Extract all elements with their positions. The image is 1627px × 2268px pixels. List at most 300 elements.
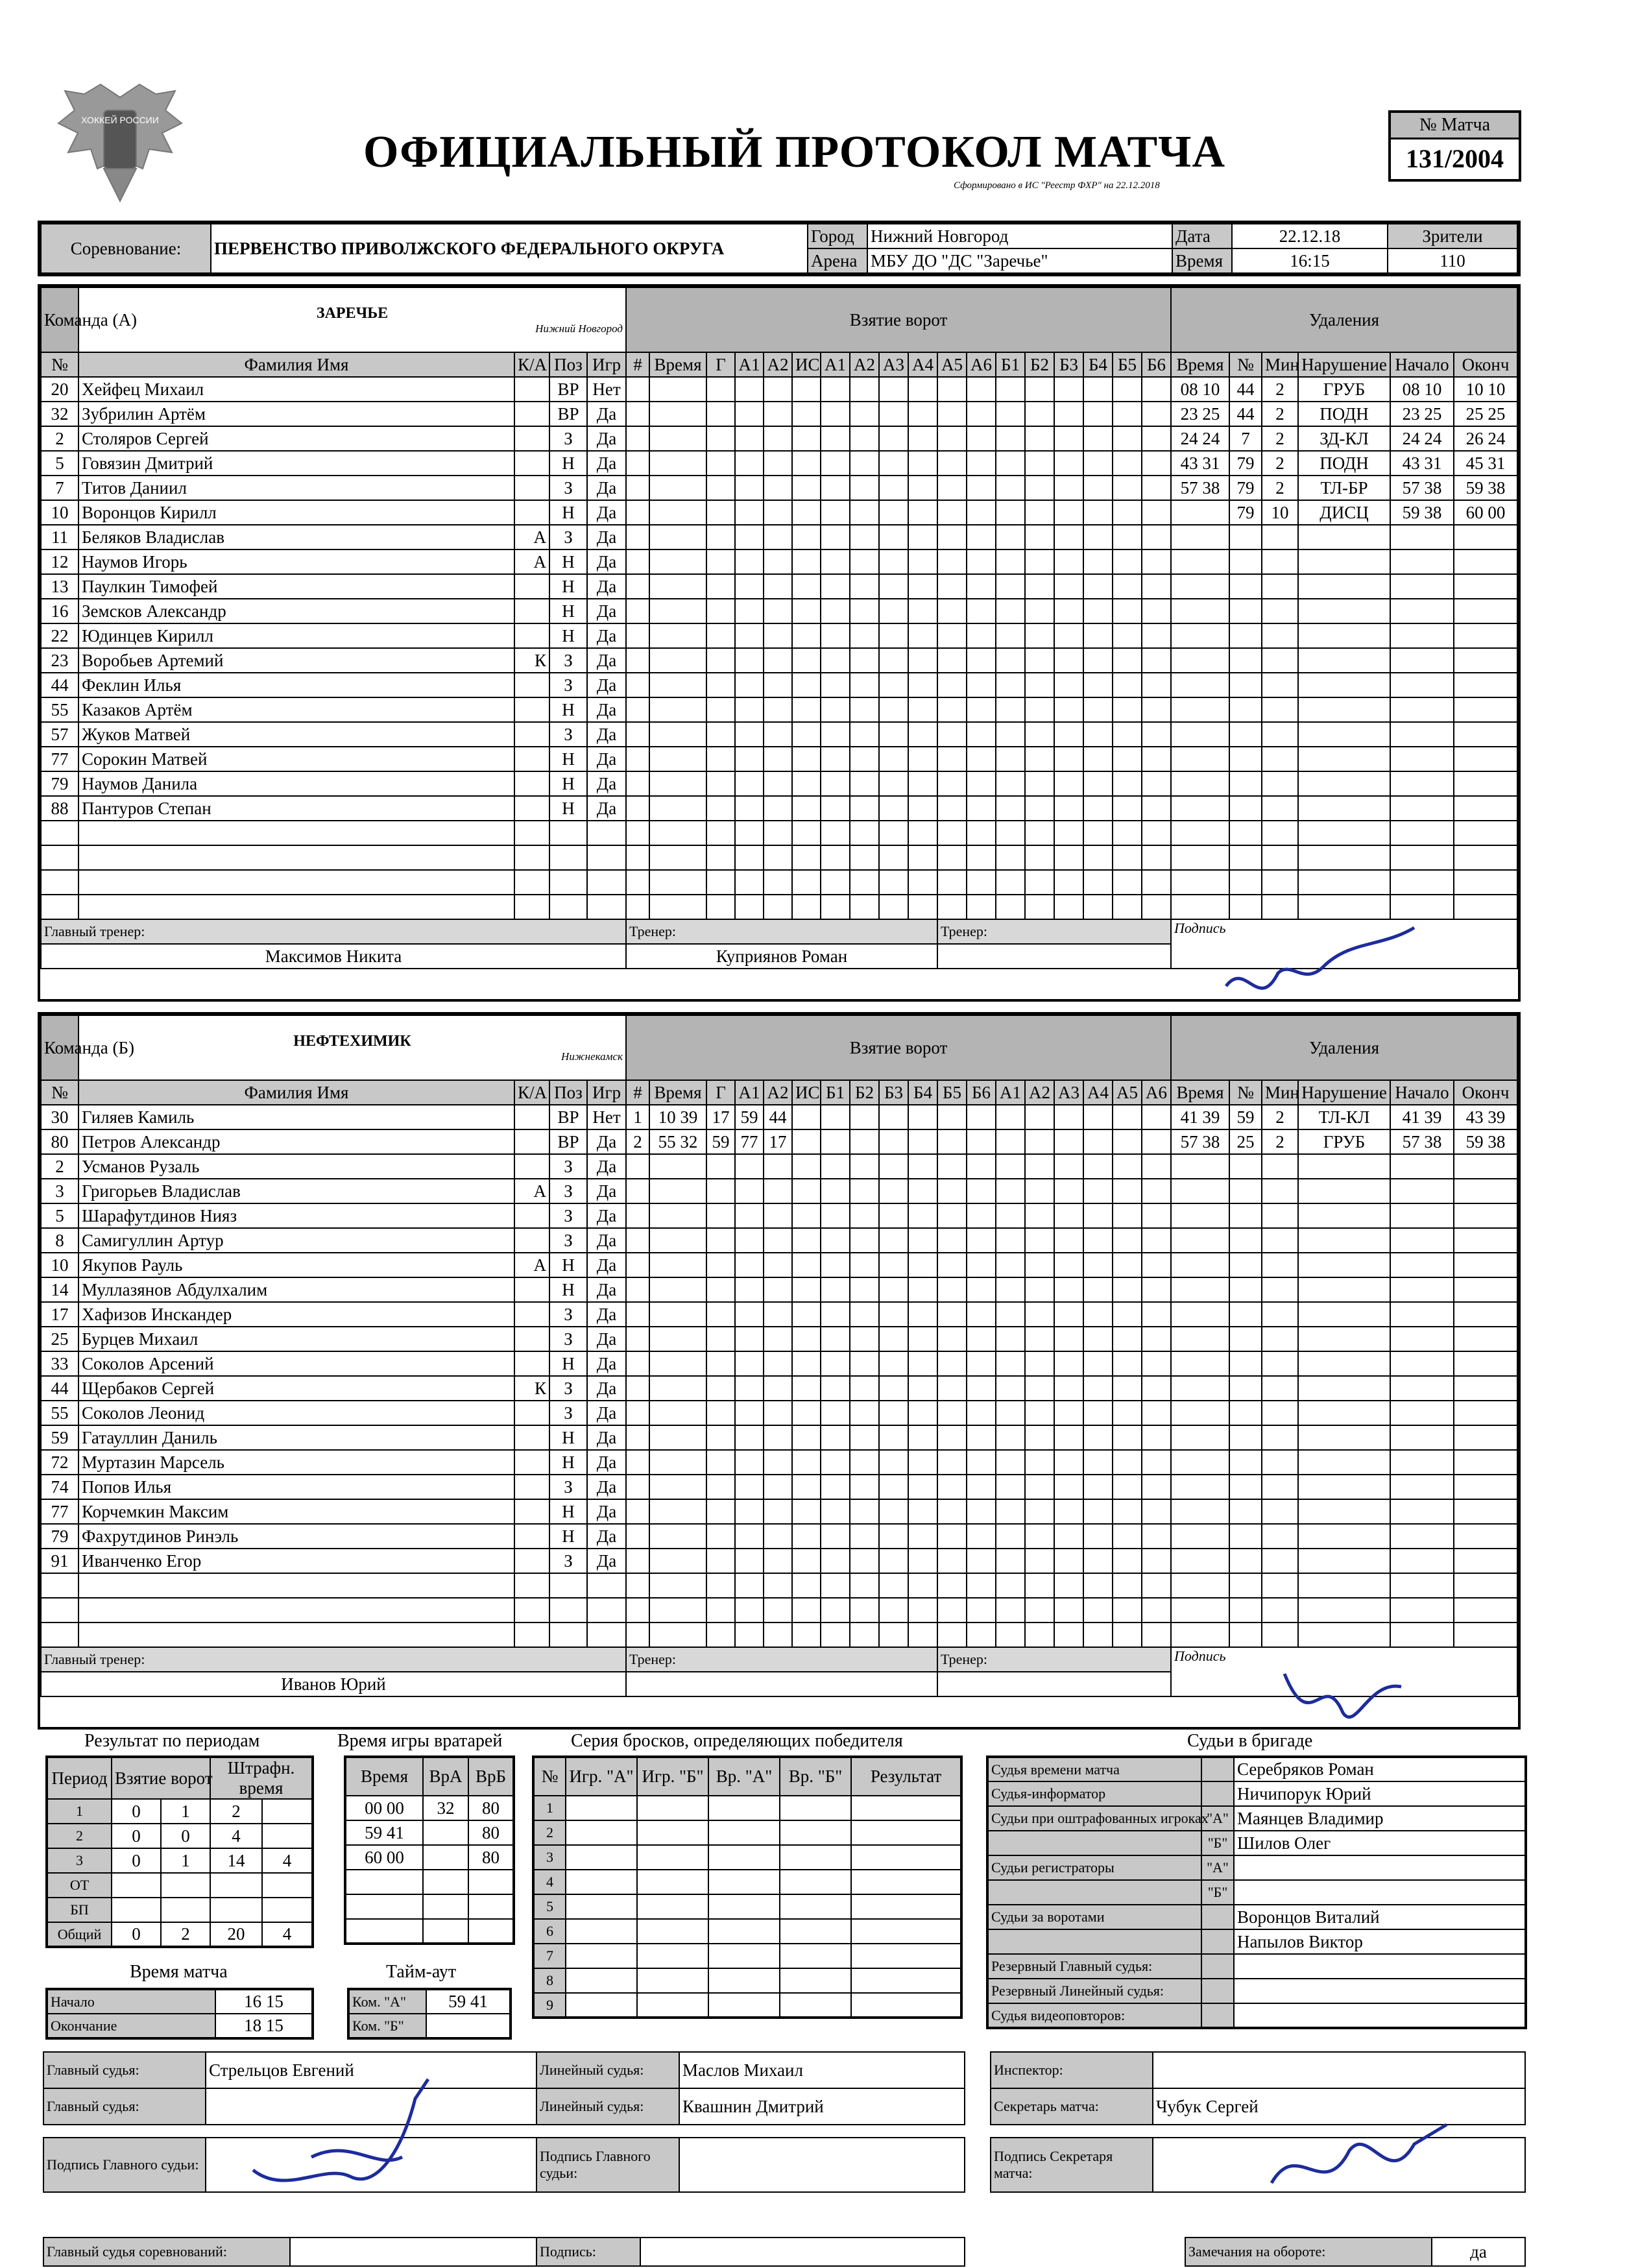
empty-cell (626, 1573, 649, 1598)
empty-cell (996, 1154, 1025, 1179)
empty-cell (706, 895, 735, 919)
empty-cell (1025, 1228, 1054, 1253)
goal-a2: 17 (764, 1129, 792, 1154)
empty-cell (937, 1351, 967, 1376)
empty-cell (637, 1845, 708, 1870)
linesman2-label: Линейный судья: (536, 2088, 679, 2125)
secretary: Чубук Сергей (1153, 2088, 1525, 2125)
player-play: Да (587, 673, 626, 697)
empty-cell (1262, 1425, 1298, 1450)
empty-cell (549, 845, 587, 870)
shootout-title: Серия бросков, определяющих победителя (571, 1731, 903, 1751)
empty-cell (1025, 476, 1054, 500)
player-play: Да (587, 1475, 626, 1499)
empty-cell (764, 1549, 792, 1573)
empty-cell (626, 870, 649, 895)
empty-cell (41, 1623, 78, 1647)
pen-start: 43 31 (1390, 451, 1454, 476)
empty-cell (780, 1968, 851, 1993)
chief-referee-row (43, 2241, 1525, 2268)
goalie-t: 00 00 (345, 1796, 423, 1820)
empty-cell (967, 377, 996, 402)
player-pos: Н (549, 1524, 587, 1549)
empty-cell (996, 771, 1025, 796)
empty-cell (764, 1203, 792, 1228)
empty-cell (908, 895, 937, 919)
player-row (41, 821, 1517, 845)
shootout-no: 7 (533, 1944, 566, 1968)
empty-cell (649, 377, 706, 402)
empty-cell (735, 525, 764, 549)
referee-role: Судья-информатор (987, 1781, 1201, 1806)
player-ka (514, 771, 549, 796)
empty-cell (637, 1820, 708, 1845)
col-goal-3: А1 (735, 352, 764, 377)
empty-cell (879, 1327, 908, 1351)
empty-cell (879, 500, 908, 525)
empty-cell (937, 549, 967, 574)
player-row (41, 1327, 1517, 1351)
empty-cell (41, 1598, 78, 1623)
empty-cell (764, 648, 792, 673)
player-name: Муртазин Марсель (78, 1450, 514, 1475)
pen-min: 2 (1262, 476, 1298, 500)
empty-cell (735, 1623, 764, 1647)
shootout-header: Вр. "Б" (780, 1757, 851, 1796)
empty-cell (626, 377, 649, 402)
empty-cell (706, 500, 735, 525)
empty-cell (996, 1573, 1025, 1598)
empty-cell (908, 1623, 937, 1647)
empty-cell (879, 599, 908, 623)
empty-cell (908, 1228, 937, 1253)
empty-cell (649, 1302, 706, 1327)
empty-cell (1025, 525, 1054, 549)
player-ka (514, 1228, 549, 1253)
empty-cell (821, 747, 850, 771)
empty-cell (1025, 796, 1054, 821)
empty-cell (1113, 1450, 1142, 1475)
player-no: 17 (41, 1302, 78, 1327)
goalie-a (423, 1919, 468, 1944)
player-ka (514, 599, 549, 623)
pen-start: 23 25 (1390, 402, 1454, 426)
col-pen-0: Время (1171, 352, 1229, 377)
empty-cell (821, 1524, 850, 1549)
empty-cell (1142, 500, 1171, 525)
player-no: 44 (41, 673, 78, 697)
empty-cell (649, 1253, 706, 1277)
player-no: 8 (41, 1228, 78, 1253)
empty-cell (1390, 796, 1454, 821)
player-row (41, 895, 1517, 919)
empty-cell (1262, 1401, 1298, 1425)
player-pos: Н (549, 451, 587, 476)
player-play: Да (587, 1549, 626, 1573)
empty-cell (1025, 821, 1054, 845)
player-play: Да (587, 1129, 626, 1154)
empty-cell (908, 1499, 937, 1524)
empty-cell (637, 1919, 708, 1944)
empty-cell (821, 1179, 850, 1203)
shootout-no: 2 (533, 1820, 566, 1845)
empty-cell (996, 1401, 1025, 1425)
empty-cell (735, 1598, 764, 1623)
timeout-b-label: Ком. "Б" (348, 2014, 426, 2038)
player-ka (514, 451, 549, 476)
shootout-table (532, 1755, 960, 2019)
empty-cell (1025, 722, 1054, 747)
goal-n: 1 (626, 1105, 649, 1129)
empty-cell (996, 1228, 1025, 1253)
empty-cell (1454, 1549, 1517, 1573)
player-name: Якупов Рауль (78, 1253, 514, 1277)
player-row (41, 1302, 1517, 1327)
period-name: 2 (47, 1824, 112, 1848)
player-pos: Н (549, 1351, 587, 1376)
empty-cell (1142, 426, 1171, 451)
empty-cell (735, 845, 764, 870)
col-pen-3: Нарушение (1298, 1080, 1390, 1105)
referee-row (987, 1831, 1526, 1855)
empty-cell (649, 1154, 706, 1179)
empty-cell (735, 796, 764, 821)
pen-no: 44 (1229, 402, 1262, 426)
empty-cell (967, 1475, 996, 1499)
coach2-label: Тренер: (937, 1647, 1171, 1672)
signature-main-referee (247, 2073, 467, 2202)
player-play: Да (587, 1524, 626, 1549)
empty-cell (967, 747, 996, 771)
player-name: Григорьев Владислав (78, 1179, 514, 1203)
empty-cell (1083, 1179, 1113, 1203)
shootout-no: 4 (533, 1870, 566, 1894)
player-ka (514, 623, 549, 648)
player-name: Муллазянов Абдулхалим (78, 1277, 514, 1302)
empty-cell (1025, 574, 1054, 599)
empty-cell (1298, 895, 1390, 919)
empty-cell (626, 1351, 649, 1376)
penalty-header: Штрафн. время (210, 1757, 313, 1799)
period-b: 2 (161, 1922, 210, 1947)
empty-cell (850, 1129, 879, 1154)
empty-cell (1171, 1203, 1229, 1228)
empty-cell (879, 1105, 908, 1129)
empty-cell (967, 845, 996, 870)
player-play: Да (587, 1327, 626, 1351)
empty-cell (735, 673, 764, 697)
empty-cell (1229, 771, 1262, 796)
empty-cell (706, 599, 735, 623)
empty-cell (851, 1845, 961, 1870)
player-play: Да (587, 1253, 626, 1277)
empty-cell (1113, 673, 1142, 697)
empty-cell (587, 870, 626, 895)
empty-cell (879, 870, 908, 895)
empty-cell (1083, 1401, 1113, 1425)
empty-cell (996, 1129, 1025, 1154)
player-name: Феклин Илья (78, 673, 514, 697)
empty-cell (1054, 1253, 1083, 1277)
empty-cell (706, 821, 735, 845)
empty-cell (850, 845, 879, 870)
empty-cell (1113, 771, 1142, 796)
empty-cell (1113, 1573, 1142, 1598)
empty-cell (850, 1450, 879, 1475)
player-name: Говязин Дмитрий (78, 451, 514, 476)
player-no: 5 (41, 1203, 78, 1228)
empty-cell (821, 1203, 850, 1228)
empty-cell (1171, 599, 1229, 623)
empty-cell (937, 1499, 967, 1524)
empty-cell (514, 895, 549, 919)
empty-cell (649, 1598, 706, 1623)
empty-cell (735, 747, 764, 771)
empty-cell (1054, 673, 1083, 697)
empty-cell (649, 673, 706, 697)
pen-end: 60 00 (1454, 500, 1517, 525)
empty-cell (1454, 1623, 1517, 1647)
empty-cell (850, 1573, 879, 1598)
empty-cell (792, 1351, 821, 1376)
player-no: 79 (41, 1524, 78, 1549)
empty-cell (937, 426, 967, 451)
empty-cell (967, 525, 996, 549)
player-name: Хейфец Михаил (78, 377, 514, 402)
empty-cell (78, 821, 514, 845)
empty-cell (1454, 623, 1517, 648)
empty-cell (1298, 1524, 1390, 1549)
empty-cell (850, 771, 879, 796)
player-no: 14 (41, 1277, 78, 1302)
empty-cell (1454, 574, 1517, 599)
empty-cell (764, 525, 792, 549)
player-row (41, 1179, 1517, 1203)
empty-cell (764, 402, 792, 426)
empty-cell (649, 722, 706, 747)
referee-name: Напылов Виктор (1234, 1929, 1526, 1954)
coach-label: Тренер: (626, 1647, 937, 1672)
empty-cell (735, 1499, 764, 1524)
empty-cell (967, 1573, 996, 1598)
empty-cell (996, 623, 1025, 648)
col-on-ice: А3 (879, 352, 908, 377)
empty-cell (1262, 747, 1298, 771)
empty-cell (1229, 821, 1262, 845)
empty-cell (879, 1179, 908, 1203)
pen-min: 2 (1262, 1129, 1298, 1154)
empty-cell (649, 1475, 706, 1499)
empty-cell (792, 623, 821, 648)
empty-cell (792, 1425, 821, 1450)
player-play: Да (587, 1203, 626, 1228)
empty-cell (1390, 623, 1454, 648)
player-pos: Н (549, 1253, 587, 1277)
empty-cell (706, 1179, 735, 1203)
empty-cell (1083, 722, 1113, 747)
player-name: Земсков Александр (78, 599, 514, 623)
referee-name: Шилов Олег (1234, 1831, 1526, 1855)
empty-cell (706, 476, 735, 500)
empty-cell (1054, 623, 1083, 648)
empty-cell (1083, 599, 1113, 623)
empty-cell (1298, 525, 1390, 549)
empty-cell (780, 1796, 851, 1820)
empty-cell (1229, 1154, 1262, 1179)
empty-cell (1454, 1450, 1517, 1475)
referee-tag: "А" (1201, 1806, 1234, 1831)
empty-cell (649, 500, 706, 525)
match-start-label: Начало (47, 1989, 215, 2014)
empty-cell (996, 500, 1025, 525)
empty-cell (1454, 1277, 1517, 1302)
player-play: Да (587, 426, 626, 451)
empty-cell (879, 1228, 908, 1253)
empty-cell (1298, 1573, 1390, 1598)
empty-cell (850, 1475, 879, 1499)
empty-cell (821, 1623, 850, 1647)
empty-cell (566, 1894, 637, 1919)
empty-cell (764, 1376, 792, 1401)
empty-cell (996, 1277, 1025, 1302)
referee-role: Судья времени матча (987, 1757, 1201, 1781)
pen-min: 2 (1262, 402, 1298, 426)
empty-cell (1054, 574, 1083, 599)
empty-cell (879, 796, 908, 821)
empty-cell (1113, 1327, 1142, 1351)
chief-sig (640, 2238, 965, 2266)
empty-cell (850, 697, 879, 722)
period-a: 0 (112, 1848, 161, 1873)
empty-cell (764, 549, 792, 574)
pen-no: 7 (1229, 426, 1262, 451)
empty-cell (649, 1376, 706, 1401)
empty-cell (637, 1894, 708, 1919)
empty-cell (735, 895, 764, 919)
col-goal-5: ИС (792, 1080, 821, 1105)
empty-cell (1142, 377, 1171, 402)
player-ka (514, 1450, 549, 1475)
empty-cell (1113, 1154, 1142, 1179)
empty-cell (1229, 1425, 1262, 1450)
team-city: Нижний Новгород (535, 322, 623, 335)
player-pos: Н (549, 747, 587, 771)
player-row (41, 1401, 1517, 1425)
empty-cell (1054, 1450, 1083, 1475)
empty-cell (649, 747, 706, 771)
col-goal-2: Г (706, 1080, 735, 1105)
empty-cell (1262, 1203, 1298, 1228)
empty-cell (764, 845, 792, 870)
date-label: Дата (1172, 224, 1232, 248)
empty-cell (937, 697, 967, 722)
empty-cell (850, 1623, 879, 1647)
empty-cell (1113, 1277, 1142, 1302)
col-on-ice: А6 (967, 352, 996, 377)
empty-cell (735, 771, 764, 796)
empty-cell (1142, 796, 1171, 821)
pen-start: 08 10 (1390, 377, 1454, 402)
empty-cell (764, 821, 792, 845)
empty-cell (967, 1302, 996, 1327)
referee-tag: "Б" (1201, 1880, 1234, 1905)
player-ka (514, 1105, 549, 1129)
player-pos: Н (549, 1450, 587, 1475)
shootout-header: Результат (851, 1757, 961, 1796)
empty-cell (996, 1253, 1025, 1277)
empty-cell (937, 476, 967, 500)
referee-row (987, 1905, 1526, 1929)
empty-cell (1083, 1573, 1113, 1598)
empty-cell (851, 1993, 961, 2018)
empty-cell (850, 1327, 879, 1351)
signature-secretary (1259, 2112, 1466, 2209)
goals-header: Взятие ворот (112, 1757, 210, 1799)
empty-cell (1054, 1401, 1083, 1425)
empty-cell (735, 1351, 764, 1376)
empty-cell (514, 1598, 549, 1623)
pen-time: 08 10 (1171, 377, 1229, 402)
empty-cell (821, 870, 850, 895)
goal-is (792, 1105, 821, 1129)
empty-cell (1454, 821, 1517, 845)
player-pos: З (549, 525, 587, 549)
empty-cell (1113, 500, 1142, 525)
goalie-t: 60 00 (345, 1845, 423, 1870)
empty-cell (1171, 796, 1229, 821)
empty-cell (937, 1277, 967, 1302)
team-b-section (38, 1012, 1521, 1730)
empty-cell (1083, 549, 1113, 574)
empty-cell (706, 426, 735, 451)
empty-cell (850, 722, 879, 747)
empty-cell (549, 1573, 587, 1598)
referee-tag (1201, 1979, 1234, 2003)
player-ka (514, 1425, 549, 1450)
empty-cell (792, 426, 821, 451)
player-play: Да (587, 476, 626, 500)
player-name: Бурцев Михаил (78, 1327, 514, 1351)
empty-cell (1454, 648, 1517, 673)
empty-cell (626, 771, 649, 796)
empty-cell (764, 771, 792, 796)
empty-cell (792, 1475, 821, 1499)
empty-cell (1054, 821, 1083, 845)
referee-role (987, 1880, 1201, 1905)
empty-cell (1390, 1524, 1454, 1549)
referee-row (987, 1979, 1526, 2003)
player-play: Да (587, 697, 626, 722)
player-ka (514, 476, 549, 500)
empty-cell (1054, 426, 1083, 451)
goalie-t (345, 1919, 423, 1944)
period-name: ОТ (47, 1873, 112, 1898)
empty-cell (626, 1253, 649, 1277)
player-row (41, 1598, 1517, 1623)
empty-cell (706, 870, 735, 895)
empty-cell (1083, 1228, 1113, 1253)
empty-cell (1025, 845, 1054, 870)
empty-cell (514, 1573, 549, 1598)
empty-cell (1229, 1499, 1262, 1524)
empty-cell (996, 476, 1025, 500)
empty-cell (1390, 1327, 1454, 1351)
empty-cell (1054, 451, 1083, 476)
empty-cell (1142, 402, 1171, 426)
empty-cell (1229, 1179, 1262, 1203)
col-no: № (41, 352, 78, 377)
player-row (41, 1351, 1517, 1376)
